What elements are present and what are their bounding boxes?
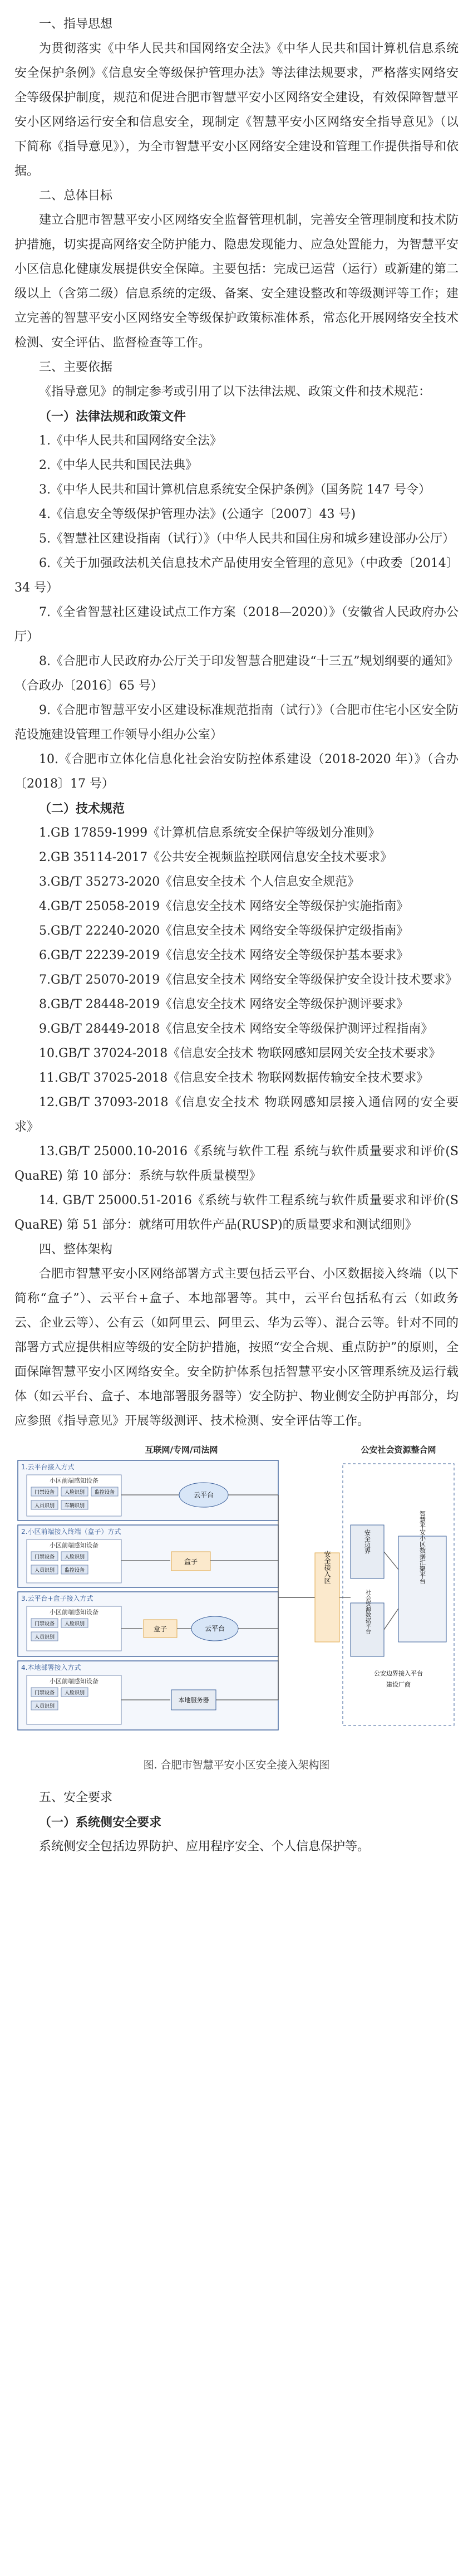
device-label: 门禁设备 [34,1555,55,1560]
device-label: 人脸识别 [64,1621,85,1627]
community-devices-label: 小区前端感知设备 [50,1609,98,1616]
law-item: 3.《中华人民共和国计算机信息系统安全保护条例》（国务院 147 号令） [39,483,431,497]
section-2-body: 建立合肥市智慧平安小区网络安全监督管理机制，完善安全管理制度和技术防护措施，切实提高网络安全防护能力、隐患发现能力、应急处置能力，为智慧平安小区信息化健康发展提供安全保障。主要包括：完成已运营（运行）或新建的第二级以上（含第二级）信息系统的定级、备案、安全建设整改和等级测评等工作；建立完善的智慧平安小区网络安全等级保护政策标准体系，常态化开展网络安全技术检测、安全评估、监督检查等工作。 [14,213,459,350]
gateway-label: 公安边界接入平台 [374,1670,423,1677]
mode-2-label: 2.小区前端接入终端（盒子）方式 [21,1528,121,1536]
section-4-title: 四、整体架构 [39,1243,113,1257]
law-item: 4.《信息安全等级保护管理办法》(公通字〔2007〕43 号) [39,507,356,521]
box-label: 盒子 [184,1558,198,1566]
device-label: 车辆识别 [64,1503,85,1509]
device-label: 人员识别 [34,1568,55,1573]
tech-item: 3.GB/T 35273-2020《信息安全技术 个人信息安全规范》 [39,875,360,889]
laws-subheading: （一）法律法规和政策文件 [39,409,186,424]
cloud-label: 云平台 [193,1491,214,1499]
tech-item: 7.GB/T 25070-2019《信息安全技术 网络安全等级保护安全设计技术要求》 [39,973,458,987]
tech-list [14,821,459,1238]
tech-item: 2.GB 35114-2017《公共安全视频监控联网信息安全技术要求》 [39,850,393,864]
tech-item: 1.GB 17859-1999《计算机信息系统安全保护等级划分准则》 [39,826,381,840]
device-label: 人脸识别 [64,1490,85,1495]
device-label: 监控设备 [64,1568,85,1573]
device-label: 人脸识别 [64,1690,85,1696]
mode-panel-2 [18,1525,278,1587]
architecture-diagram [14,1441,459,1753]
tech-item: 9.GB/T 28449-2018《信息安全技术 网络安全等级保护测评过程指南》 [39,1022,433,1036]
box-label: 盒子 [153,1625,167,1633]
cloud-label: 云平台 [204,1625,225,1632]
local-server-label: 本地服务器 [178,1697,209,1704]
tech-item: 10.GB/T 37024-2018《信息安全技术 物联网感知层网关安全技术要求》 [39,1047,441,1060]
tech-item: 13.GB/T 25000.10-2016《系统与软件工程 系统与软件质量要求和评价(SQuaRE) 第 10 部分：系统与软件质量模型》 [14,1145,459,1183]
section-4-body: 合肥市智慧平安小区网络部署方式主要包括云平台、小区数据接入终端（以下简称“盒子”）、云平台+盒子、本地部署等。其中，云平台包括私有云（如政务云、企业云等）、公有云（如阿里云、阿里云、华为云等）、混合云等。针对不同的部署方式应提供相应等级的安全防护措施，按照“安全合规、重点防护”的原则，全面保障智慧平安小区网络安全。安全防护体系包括智慧平安小区管理系统及运行载体（如云平台、盒子、本地部署服务器等）安全防护、物业侧安全防护再部分，均应参照《指导意见》开展等级测评、技术检测、安全评估等工作。 [14,1267,459,1428]
tech-item: 4.GB/T 25058-2019《信息安全技术 网络安全等级保护实施指南》 [39,900,409,913]
data-center-label: 智慧平安小区数据汇聚平台 [418,1511,426,1584]
device-label: 监控设备 [94,1490,115,1495]
law-item: 8.《合肥市人民政府办公厅关于印发智慧合肥建设“十三五”规划纲要的通知》（合政办〔2016〕65 号） [14,654,459,693]
laws-list [14,429,459,796]
device-label: 人员识别 [34,1704,55,1709]
vendor-label: 建设厂商 [386,1681,411,1688]
device-label: 人脸识别 [64,1555,85,1560]
tech-item: 11.GB/T 37025-2018《信息安全技术 物联网数据传输安全技术要求》 [39,1071,429,1085]
police-network-label: 公安社会资源整合网 [361,1445,436,1455]
section-3-title: 三、主要依据 [39,360,113,374]
tech-item: 14. GB/T 25000.51-2016《系统与软件工程系统与软件质量要求和评价(SQuaRE) 第 51 部分：就绪可用软件产品(RUSP)的质量要求和测试细则》 [14,1194,459,1232]
tech-subheading: （二）技术规范 [39,801,125,816]
device-label: 人员识别 [34,1503,55,1509]
network-label: 互联网/专网/司法网 [145,1445,218,1455]
device-label: 门禁设备 [34,1690,55,1696]
community-devices-label: 小区前端感知设备 [50,1477,98,1484]
access-zone-label: 安全接入区 [323,1551,331,1584]
section-5-title: 五、安全要求 [39,1791,113,1805]
device-label: 门禁设备 [34,1621,55,1627]
law-item: 6.《关于加强政法机关信息技术产品使用安全管理的意见》（中政委〔2014〕34 号） [14,556,459,595]
section-5-body: 系统侧安全包括边界防护、应用程序安全、个人信息保护等。 [39,1840,370,1854]
device-label: 人员识别 [34,1635,55,1640]
figure-caption: 图. 合肥市智慧平安小区安全接入架构图 [143,1759,330,1771]
data-platform-label: 社会资源数据平台 [364,1590,371,1634]
device-label: 门禁设备 [34,1490,55,1495]
section-3-body: 《指导意见》的制定参考或引用了以下法律法规、政策文件和技术规范： [39,385,431,399]
community-devices-label: 小区前端感知设备 [50,1542,98,1549]
mode-4-label: 4.本地部署接入方式 [21,1664,81,1671]
police-boundary [315,1464,454,1726]
mode-1-label: 1.云平台接入方式 [21,1463,75,1471]
law-item: 1.《中华人民共和国网络安全法》 [39,434,222,448]
law-item: 2.《中华人民共和国民法典》 [39,458,198,472]
mode-panel-1 [18,1460,278,1521]
community-devices-label: 小区前端感知设备 [50,1678,98,1685]
section-5-subheading: （一）系统侧安全要求 [39,1815,162,1830]
law-item: 9.《合肥市智慧平安小区建设标准规范指南（试行）》（合肥市住宅小区安全防范设施建设管理工作领导小组办公室） [14,703,459,742]
section-2-title: 二、总体目标 [39,189,113,203]
law-item: 5.《智慧社区建设指南（试行）》（中华人民共和国住房和城乡建设部办公厅） [39,532,455,546]
mode-panel-3 [18,1592,278,1656]
section-1-title: 一、指导思想 [39,17,113,31]
tech-item: 5.GB/T 22240-2020《信息安全技术 网络安全等级保护定级指南》 [39,924,409,938]
law-item: 10.《合肥市立体化信息化社会治安防控体系建设（2018-2020 年）》（合办〔2018〕17 号） [14,752,459,791]
tech-item: 8.GB/T 28448-2019《信息安全技术 网络安全等级保护测评要求》 [39,998,409,1011]
boundary-label: 安全边界 [363,1529,371,1554]
mode-3-label: 3.云平台+盒子接入方式 [21,1595,93,1602]
law-item: 7.《全省智慧社区建设试点工作方案（2018—2020）》（安徽省人民政府办公厅） [14,605,459,644]
tech-item: 12.GB/T 37093-2018《信息安全技术 物联网感知层接入通信网的安全要求》 [14,1096,459,1134]
architecture-figure [14,1441,459,1753]
section-1-body: 为贯彻落实《中华人民共和国网络安全法》《中华人民共和国计算机信息系统安全保护条例》《信息安全等级保护管理办法》等法律法规要求，严格落实网络安全等级保护制度，规范和促进合肥市智慧平安小区网络安全建设，有效保障智慧平安小区网络运行安全和信息安全，现制定《智慧平安小区网络安全指导意见》（以下简称《指导意见》），为全市智慧平安小区网络安全建设和管理工作提供指导和依据。 [14,42,459,178]
tech-item: 6.GB/T 22239-2019《信息安全技术 网络安全等级保护基本要求》 [39,949,409,962]
mode-panel-4 [18,1661,278,1730]
